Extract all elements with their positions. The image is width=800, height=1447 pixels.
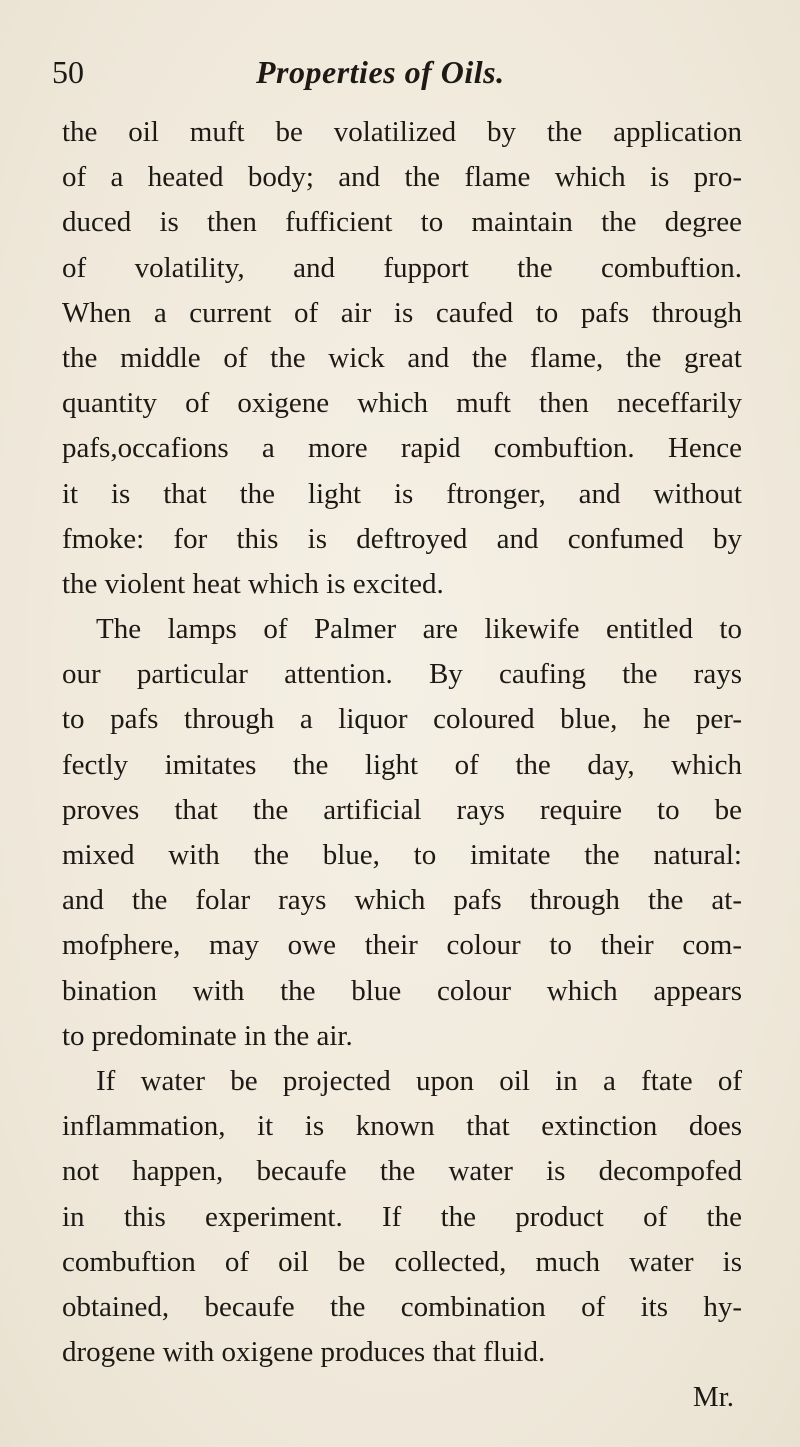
- paragraph-first-line: If water be projected upon oil in a ftate of: [96, 1064, 742, 1097]
- text-line: the middle of the wick and the flame, the great: [62, 341, 742, 374]
- text-line: fectly imitates the light of the day, which: [62, 748, 742, 781]
- text-line: of volatility, and fupport the combuftion.: [62, 251, 742, 284]
- text-line: our particular attention. By caufing the rays: [62, 658, 742, 691]
- text-line: drogene with oxigene produces that fluid.: [62, 1336, 546, 1369]
- catchword: Mr.: [692, 1381, 734, 1414]
- body-text: [62, 110, 742, 1420]
- running-head: [52, 52, 752, 92]
- text-line: quantity of oxigene which muft then neceffarily: [62, 387, 742, 420]
- text-line: of a heated body; and the flame which is pro-: [62, 161, 742, 194]
- text-line: to pafs through a liquor coloured blue, he per-: [62, 703, 742, 736]
- running-title: Properties of Oils.: [256, 54, 505, 90]
- text-line: inflammation, it is known that extinction does: [62, 1110, 742, 1143]
- page-number: 50: [52, 54, 84, 90]
- text-line: in this experiment. If the product of the: [62, 1200, 742, 1233]
- text-line: the violent heat which is excited.: [62, 567, 444, 600]
- text-line: obtained, becaufe the combination of its hy-: [62, 1290, 742, 1323]
- text-line: fmoke: for this is deftroyed and confumed by: [62, 522, 742, 555]
- text-line: pafs,occafions a more rapid combuftion. Hence: [62, 432, 742, 465]
- text-line: mixed with the blue, to imitate the natural:: [62, 839, 742, 871]
- text-line: proves that the artificial rays require to be: [62, 793, 742, 826]
- text-line: combuftion of oil be collected, much water is: [62, 1245, 742, 1278]
- paragraph-first-line: The lamps of Palmer are likewife entitled to: [96, 613, 742, 646]
- text-line: to predominate in the air.: [62, 1019, 353, 1052]
- text-line: When a current of air is caufed to pafs through: [62, 296, 742, 329]
- text-line: not happen, becaufe the water is decompofed: [62, 1155, 742, 1188]
- text-line: the oil muft be volatilized by the application: [62, 116, 742, 148]
- text-line: bination with the blue colour which appears: [62, 974, 742, 1007]
- text-line: it is that the light is ftronger, and without: [62, 477, 742, 510]
- text-line: and the folar rays which pafs through the at-: [62, 884, 742, 917]
- text-line: duced is then fufficient to maintain the degree: [62, 206, 742, 239]
- text-line: mofphere, may owe their colour to their com-: [62, 929, 742, 962]
